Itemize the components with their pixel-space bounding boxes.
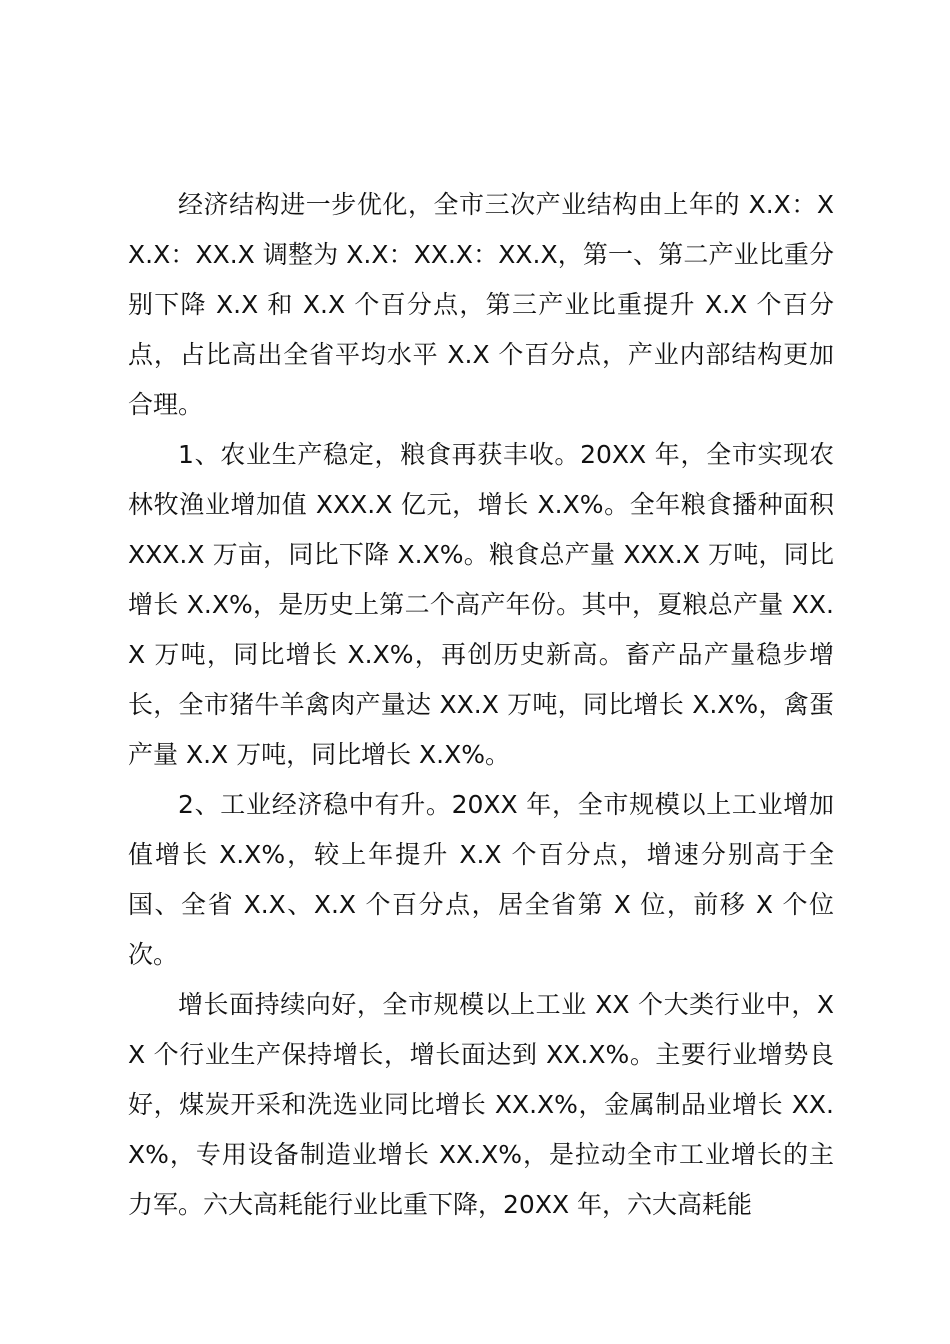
document-body bbox=[128, 180, 834, 1230]
paragraph-industry: 2、工业经济稳中有升。20XX 年，全市规模以上工业增加值增长 X.X%，较上年提升 X.X 个百分点，增速分别高于全国、全省 X.X、X.X 个百分点，居全省第 X 位，前移 X 个位次。 bbox=[128, 790, 834, 969]
paragraph-growth-scope: 增长面持续向好，全市规模以上工业 XX 个大类行业中，XX 个行业生产保持增长，增长面达到 XX.X%。主要行业增势良好，煤炭开采和洗选业同比增长 XX.X%，金属制品业增长 XX.X%，专用设备制造业增长 XX.X%，是拉动全市工业增长的主力军。六大高耗能行业比重下降，20XX 年，六大高耗能 bbox=[128, 990, 834, 1219]
paragraph-economic-structure: 经济结构进一步优化，全市三次产业结构由上年的 X.X：XX.X：XX.X 调整为 X.X：XX.X：XX.X，第一、第二产业比重分别下降 X.X 和 X.X 个百分点，第三产业比重提升 X.X 个百分点，占比高出全省平均水平 X.X 个百分点，产业内部结构更加合理。 bbox=[128, 190, 834, 419]
paragraph-agriculture: 1、农业生产稳定，粮食再获丰收。20XX 年，全市实现农林牧渔业增加值 XXX.X 亿元，增长 X.X%。全年粮食播种面积 XXX.X 万亩，同比下降 X.X%。粮食总产量 XXX.X 万吨，同比增长 X.X%，是历史上第二个高产年份。其中，夏粮总产量 XX.X 万吨，同比增长 X.X%，再创历史新高。畜产品产量稳步增长，全市猪牛羊禽肉产量达 XX.X 万吨，同比增长 X.X%，禽蛋产量 X.X 万吨，同比增长 X.X%。 bbox=[128, 440, 834, 769]
